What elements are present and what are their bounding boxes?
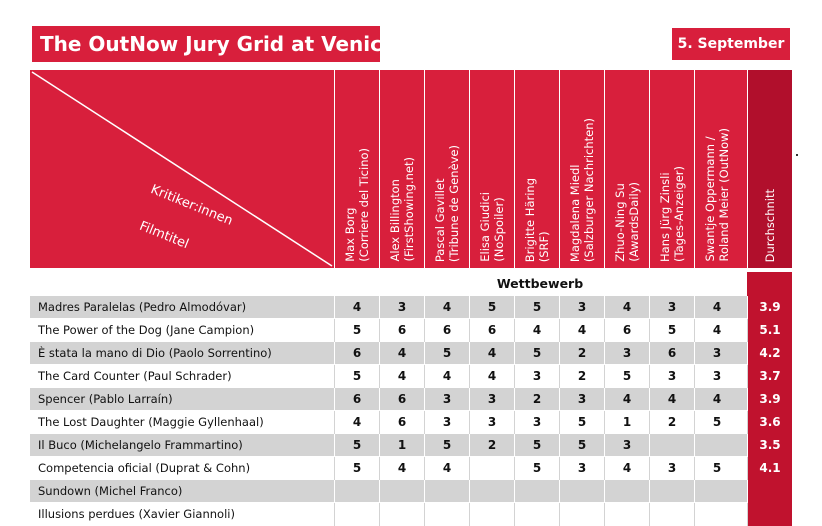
- score-cell: 6: [334, 388, 379, 411]
- score-cell: 6: [334, 342, 379, 365]
- juror-column-header: [469, 70, 514, 268]
- score-cell: 4: [424, 296, 469, 319]
- score-cell: 5: [334, 365, 379, 388]
- score-cell: 4: [379, 457, 424, 480]
- score-cell: 4: [334, 411, 379, 434]
- juror-column-header: [559, 70, 604, 268]
- juror-column-header: [424, 70, 469, 268]
- juror-column-header: [379, 70, 424, 268]
- score-cell: 6: [649, 342, 694, 365]
- score-cell: 2: [469, 434, 514, 457]
- film-title: The Card Counter (Paul Schrader): [38, 369, 232, 383]
- score-cell: 4: [559, 319, 604, 342]
- juror-column-header: [514, 70, 559, 268]
- stray-mark: [796, 154, 798, 156]
- juror-name: Alex Billington: [388, 179, 402, 262]
- score-cell: 4: [604, 388, 649, 411]
- score-cell: 4: [694, 296, 739, 319]
- score-cell: 5: [514, 457, 559, 480]
- score-cell: [694, 503, 739, 526]
- film-title: Madres Paralelas (Pedro Almodóvar): [38, 300, 247, 314]
- score-cell: 5: [604, 365, 649, 388]
- score-cell: 4: [514, 319, 559, 342]
- score-cell: 4: [604, 457, 649, 480]
- score-cell: 6: [379, 388, 424, 411]
- score-cell: 3: [424, 411, 469, 434]
- score-cell: 5: [334, 319, 379, 342]
- juror-name: Swantje Oppermann /: [703, 136, 717, 262]
- score-cell: 4: [469, 365, 514, 388]
- table-row: [30, 296, 792, 319]
- score-cell: 2: [514, 388, 559, 411]
- juror-column-header: [604, 70, 649, 268]
- score-cell: 3: [514, 411, 559, 434]
- score-cell: [424, 503, 469, 526]
- table-row: [30, 503, 792, 526]
- score-cell: 6: [604, 319, 649, 342]
- average-cell: 3.9: [747, 296, 792, 319]
- table-row: [30, 319, 792, 342]
- score-cell: 3: [379, 296, 424, 319]
- score-cell: [604, 503, 649, 526]
- score-cell: 4: [469, 342, 514, 365]
- score-cell: 3: [694, 365, 739, 388]
- juror-outlet: (Tribune de Genève): [447, 144, 461, 262]
- film-title: Sundown (Michel Franco): [38, 484, 183, 498]
- score-cell: [379, 503, 424, 526]
- score-cell: [694, 434, 739, 457]
- score-cell: 5: [514, 342, 559, 365]
- score-cell: 3: [469, 388, 514, 411]
- score-cell: [469, 457, 514, 480]
- juror-name: Magdalena Miedl: [568, 164, 582, 262]
- score-cell: 3: [469, 411, 514, 434]
- table-row: [30, 411, 792, 434]
- juror-name: Elisa Giudici: [478, 192, 492, 262]
- score-cell: 3: [559, 388, 604, 411]
- score-cell: 5: [424, 434, 469, 457]
- juror-outlet: (FirstShowing.net): [402, 157, 416, 262]
- table-row: [30, 457, 792, 480]
- score-cell: 3: [604, 434, 649, 457]
- score-cell: [469, 503, 514, 526]
- score-cell: 3: [649, 365, 694, 388]
- juror-outlet: Roland Meier (OutNow): [717, 128, 731, 262]
- score-cell: 1: [604, 411, 649, 434]
- film-title: Illusions perdues (Xavier Giannoli): [38, 507, 235, 521]
- average-cell: 3.5: [747, 434, 792, 457]
- score-cell: 5: [334, 434, 379, 457]
- score-cell: 5: [649, 319, 694, 342]
- score-cell: 2: [559, 365, 604, 388]
- score-cell: 5: [694, 411, 739, 434]
- score-cell: 4: [604, 296, 649, 319]
- juror-outlet: (NoSpoiler): [492, 197, 506, 262]
- score-cell: 6: [379, 319, 424, 342]
- score-cell: 3: [514, 365, 559, 388]
- average-cell: 3.6: [747, 411, 792, 434]
- film-title: Spencer (Pablo Larraín): [38, 392, 173, 406]
- average-cell: [747, 503, 792, 526]
- score-cell: 3: [694, 342, 739, 365]
- juror-name: Pascal Gavillet: [433, 178, 447, 262]
- score-cell: 4: [379, 342, 424, 365]
- score-cell: 3: [649, 457, 694, 480]
- page-title: The OutNow Jury Grid at Venice: [32, 26, 380, 62]
- diagonal-label-films: Filmtitel: [137, 218, 191, 253]
- score-cell: 5: [424, 342, 469, 365]
- juror-name: Max Borg: [343, 207, 357, 262]
- juror-outlet: (Salzburger Nachrichten): [582, 117, 596, 262]
- average-label: Durchschnitt: [763, 188, 777, 262]
- score-cell: 5: [469, 296, 514, 319]
- date-badge: 5. September: [672, 28, 790, 60]
- juror-outlet: (SRF): [537, 231, 551, 262]
- score-cell: 4: [424, 365, 469, 388]
- table-row: [30, 342, 792, 365]
- score-cell: 5: [694, 457, 739, 480]
- average-cell: 4.1: [747, 457, 792, 480]
- juror-name: Zhuo-Ning Su: [613, 183, 627, 262]
- score-cell: 5: [559, 411, 604, 434]
- score-cell: [514, 503, 559, 526]
- score-cell: 3: [424, 388, 469, 411]
- film-title: The Power of the Dog (Jane Campion): [38, 323, 255, 337]
- film-title: The Lost Daughter (Maggie Gyllenhaal): [38, 415, 264, 429]
- juror-outlet: (Corriere del Ticino): [357, 148, 371, 262]
- score-cell: 4: [649, 388, 694, 411]
- score-cell: 3: [559, 296, 604, 319]
- score-cell: 6: [379, 411, 424, 434]
- film-title: È stata la mano di Dio (Paolo Sorrentino): [38, 346, 272, 360]
- score-cell: [649, 434, 694, 457]
- film-title: Competencia oficial (Duprat & Cohn): [38, 461, 251, 475]
- score-cell: 5: [514, 296, 559, 319]
- table-row: [30, 365, 792, 388]
- score-cell: 6: [469, 319, 514, 342]
- table-row: [30, 388, 792, 411]
- juror-column-header: [694, 70, 739, 268]
- diagonal-label-critics: Kritiker:innen: [148, 182, 235, 229]
- juror-column-header: [334, 70, 379, 268]
- score-cell: 6: [424, 319, 469, 342]
- average-cell: 4.2: [747, 342, 792, 365]
- juror-outlet: (Tages-Anzeiger): [672, 166, 686, 262]
- juror-column-header: [649, 70, 694, 268]
- average-column-header: [747, 70, 792, 268]
- score-cell: 3: [559, 457, 604, 480]
- average-cell: 3.9: [747, 388, 792, 411]
- film-title: Il Buco (Michelangelo Frammartino): [38, 438, 243, 452]
- score-cell: 2: [559, 342, 604, 365]
- score-cell: 5: [514, 434, 559, 457]
- score-cell: 5: [334, 457, 379, 480]
- table-header: [30, 70, 792, 268]
- score-cell: 1: [379, 434, 424, 457]
- score-cell: 2: [649, 411, 694, 434]
- score-cell: 4: [424, 457, 469, 480]
- score-cell: 4: [694, 319, 739, 342]
- section-label: Wettbewerb: [496, 276, 584, 291]
- score-cell: 4: [379, 365, 424, 388]
- score-cell: 3: [649, 296, 694, 319]
- juror-name: Hans Jürg Zinsli: [658, 172, 672, 262]
- score-cell: 4: [334, 296, 379, 319]
- score-cell: [649, 503, 694, 526]
- score-cell: 5: [559, 434, 604, 457]
- table-row: [30, 434, 792, 457]
- score-cell: 3: [604, 342, 649, 365]
- juror-outlet: (AwardsDaily): [627, 182, 641, 262]
- score-cell: [559, 503, 604, 526]
- score-cell: [334, 503, 379, 526]
- score-cell: 4: [694, 388, 739, 411]
- average-cell: 3.7: [747, 365, 792, 388]
- average-cell: 5.1: [747, 319, 792, 342]
- juror-name: Brigitte Häring: [523, 177, 537, 262]
